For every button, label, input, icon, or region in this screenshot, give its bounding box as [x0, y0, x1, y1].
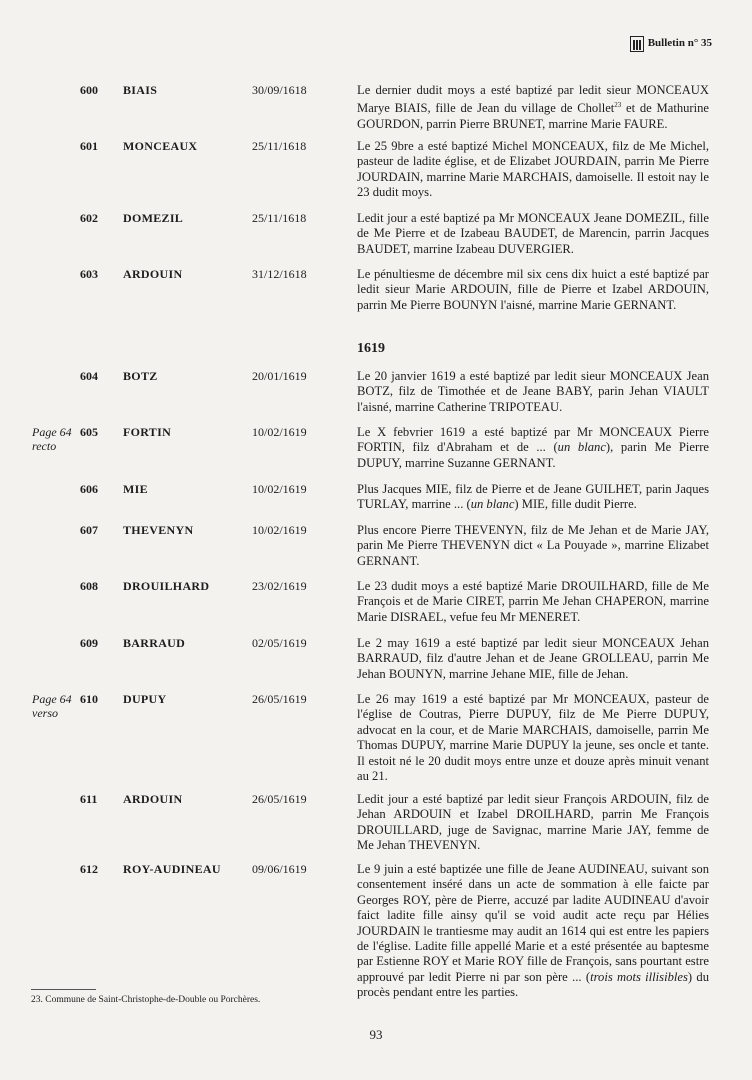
entry-text: Ledit jour a esté baptizé pa Mr MONCEAUX Jeane DOMEZIL, fille de Me Pierre et de Izabeau BAUDET, de Marencin, parrin Jacques BAUDET, marrine Izabeau DUVERGIER.	[357, 211, 709, 256]
entry-surname: MIE	[123, 482, 148, 496]
entry-surname: DOMEZIL	[123, 211, 184, 225]
entry-text: Le dernier dudit moys a esté baptizé par ledit sieur MONCEAUX Marye BIAIS, fille de Jean du village de Chollet$^{23}$ et de Mathurine GOURDON, parrin Pierre BRUNET, marrine Marie FAURE.	[357, 83, 709, 131]
entry-number: 612	[80, 862, 98, 876]
entry-date: 10/02/1619	[252, 425, 307, 439]
entry-text: Ledit jour a esté baptizé par ledit sieur François ARDOUIN, filz de Jehan ARDOUIN et Izabel DROILHARD, parrin Me François DROUILLARD, juge de Savignac, marrine Marie JAY, femme de Me Jehan THEVENYN.	[357, 792, 709, 853]
entry-text: Plus Jacques MIE, filz de Pierre et de Jeane GUILHET, parin Jaques TURLAY, marrine ... (un blanc) MIE, fille dudit Pierre.	[357, 482, 709, 512]
entry-text: Le 26 may 1619 a esté baptizé par Mr MONCEAUX, pasteur de l'église de Coutras, Pierre DUPUY, filz de Me Pierre DUPUY, advocat en la cour, et de Marie MARCHAIS, damoiselle, parrin Me Thomas DUPUY, marrine Marie DUPUY la jeune, ses oncle et tante. Il estoit né le 20 dudit moys entre unze et douze après minuit venant au 21.	[357, 692, 709, 784]
entry-surname: FORTIN	[123, 425, 172, 439]
entry-date: 31/12/1618	[252, 267, 307, 281]
year-heading: 1619	[357, 341, 385, 356]
entry-number: 609	[80, 636, 98, 650]
bulletin-number: Bulletin n° 35	[647, 37, 712, 49]
page-header	[630, 28, 712, 52]
entry-number: 600	[80, 83, 98, 97]
entry-number: 610	[80, 692, 98, 706]
entry-surname: MONCEAUX	[123, 139, 198, 153]
entry-date: 30/09/1618	[252, 83, 307, 97]
entry-number: 608	[80, 579, 98, 593]
entry-number: 603	[80, 267, 98, 281]
entry-date: 20/01/1619	[252, 369, 307, 383]
entry-text: Le pénultiesme de décembre mil six cens dix huict a esté baptizé par ledit sieur Marie ARDOUIN, fille de Pierre et Izabel ARDOUIN, parrin Me Pierre BOUNYN l'aisné, marrine Marie GERNANT.	[357, 267, 709, 312]
entry-number: 611	[80, 792, 98, 806]
entry-number: 602	[80, 211, 98, 225]
entry-surname: ARDOUIN	[123, 792, 183, 806]
entry-date: 26/05/1619	[252, 792, 307, 806]
entry-date: 25/11/1618	[252, 139, 307, 153]
entry-text: Le 23 dudit moys a esté baptizé Marie DROUILHARD, fille de Me François et de Marie CIRET, parrin Me Jehan CHAPERON, marrine Marie DISRAEL, vefue feu Mr MENERET.	[357, 579, 709, 624]
entry-surname: ARDOUIN	[123, 267, 183, 281]
entry-number: 605	[80, 425, 98, 439]
entry-date: 25/11/1618	[252, 211, 307, 225]
footnote: 23. Commune de Saint-Christophe-de-Double ou Porchères.	[31, 995, 261, 1005]
entry-surname: DROUILHARD	[123, 579, 210, 593]
entry-text: Le 2 may 1619 a esté baptizé par ledit sieur MONCEAUX Jehan BARRAUD, filz d'autre Jehan et de Jeane GROLLEAU, parrin Me Jehan BOUNYN, marrine Jehane MIE, fille de Jehan.	[357, 636, 709, 681]
entry-surname: BOTZ	[123, 369, 158, 383]
entry-text: Plus encore Pierre THEVENYN, filz de Me Jehan et de Marie JAY, parin Me Pierre THEVENYN dict « La Pouyade », marrine Elizabet GERNANT.	[357, 523, 709, 568]
entry-date: 23/02/1619	[252, 579, 307, 593]
entry-surname: BIAIS	[123, 83, 158, 97]
entry-surname: THEVENYN	[123, 523, 194, 537]
entry-number: 601	[80, 139, 98, 153]
entry-surname: BARRAUD	[123, 636, 186, 650]
entry-date: 10/02/1619	[252, 482, 307, 496]
margin-page-ref: Page 64 recto	[32, 425, 72, 453]
entry-date: 02/05/1619	[252, 636, 307, 650]
entry-date: 09/06/1619	[252, 862, 307, 876]
footnote-rule	[31, 989, 96, 990]
entry-number: 606	[80, 482, 98, 496]
entry-surname: ROY-AUDINEAU	[123, 862, 221, 876]
entry-number: 607	[80, 523, 98, 537]
entry-text: Le 25 9bre a esté baptizé Michel MONCEAUX, filz de Me Michel, pasteur de ladite église, et de Elizabet JOURDAIN, parrin Me Pierre JOURDAIN, marrine Marie MARCHAIS, damoiselle. Il estoit nay le 23 dudit moys.	[357, 139, 709, 200]
entry-number: 604	[80, 369, 98, 383]
entry-text: Le 20 janvier 1619 a esté baptizé par ledit sieur MONCEAUX Jean BOTZ, filz de Timothée et de Jeane BABY, parin Jehan VIAULT l'aisné, marrine Catherine TRIPOTEAU.	[357, 369, 709, 414]
entry-text: Le X febvrier 1619 a esté baptizé par Mr MONCEAUX Pierre FORTIN, filz d'Abraham et de ... (un blanc), parin Me Pierre DUPUY, marrine Suzanne GERNANT.	[357, 425, 709, 470]
entry-text: Le 9 juin a esté baptizée une fille de Jeane AUDINEAU, suivant son consentement inséré dans un acte de sommation à elle faicte par Georges ROY, père de Pierre, accuzé par ladite AUDINEAU d'avoir faict ladite fille ainsy qu'il se void audit acte reçu par Hélies JOURDAIN le trantiesme may audit an 1614 qui est entre les papiers de l'église. Ladite fille appellé Marie et a esté présentée au baptesme par Estienne ROY et Marie ROY fille de François, sans pourtant estre approuvé par ledit Pierre ni par son père ... (trois mots illisibles) du procès pendant entre les parties.	[357, 862, 709, 1000]
entry-date: 10/02/1619	[252, 523, 307, 537]
bulletin-logo-icon	[630, 28, 644, 52]
entry-surname: DUPUY	[123, 692, 167, 706]
page-number: 93	[369, 1027, 383, 1042]
margin-page-ref: Page 64 verso	[32, 692, 72, 720]
entry-date: 26/05/1619	[252, 692, 307, 706]
